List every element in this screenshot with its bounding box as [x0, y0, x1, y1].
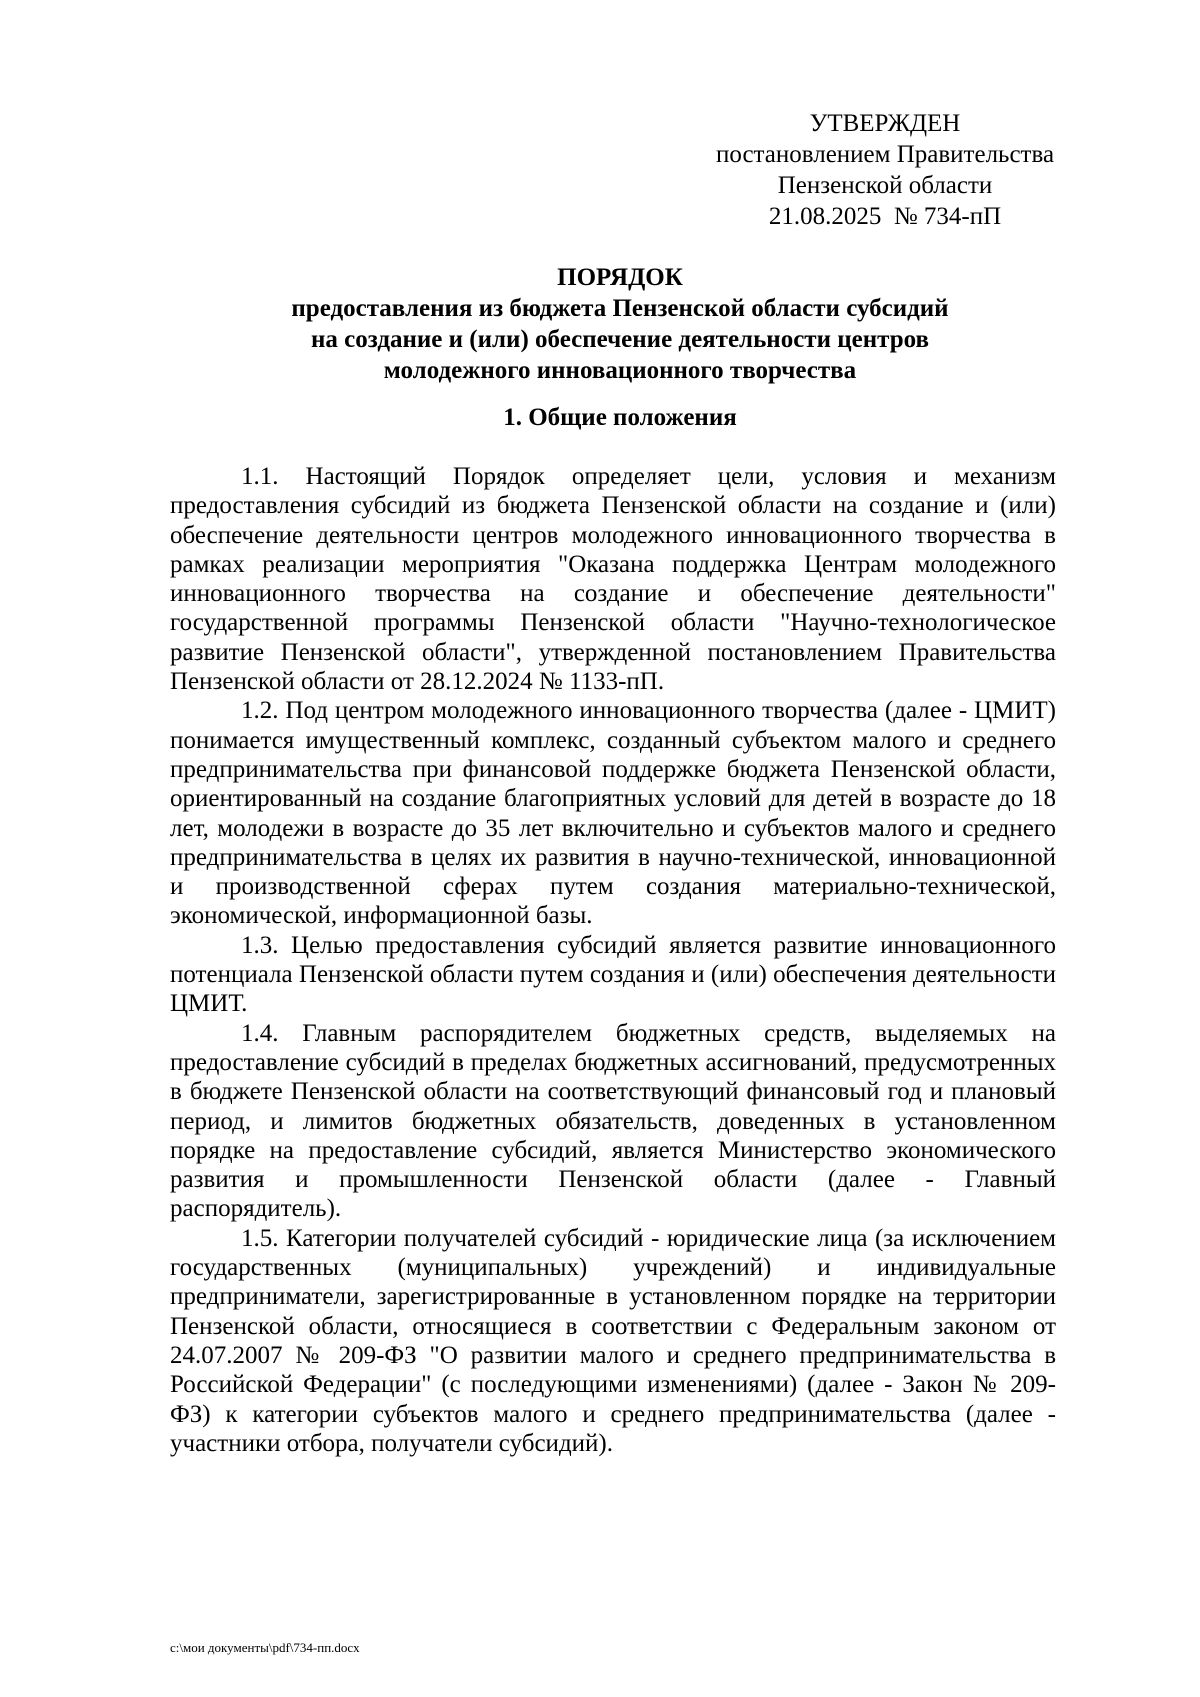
approval-date-number: 21.08.2025 № 734-пП — [768, 203, 1002, 230]
paragraph-1-2: 1.2. Под центром молодежного инновационного творчества (далее - ЦМИТ) понимается имущественный комплекс, созданный субъектом малого и среднего предпринимательства при финансовой поддержке бюджета Пензенской области, ориентированный на создание благоприятных условий для детей в возрасте до 18 лет, молодежи в возрасте до 35 лет включительно и субъектов малого и среднего предпринимательства в целях их развития в научно-технической, инновационной и производственной сферах путем создания материально-технической, экономической, информационной базы. — [170, 697, 1056, 930]
approval-region: Пензенской области — [777, 172, 993, 199]
paragraph-1-4: 1.4. Главным распорядителем бюджетных средств, выделяемых на предоставление субсидий в пределах бюджетных ассигнований, предусмотренных в бюджете Пензенской области на соответствующий финансовый год и плановый период, и лимитов бюджетных обязательств, доведенных в установленном порядке на предоставление субсидий, является Министерство экономического развития и промышленности Пензенской области (далее - Главный распорядитель). — [170, 1019, 1056, 1223]
title-subtitle-line-3: молодежного инновационного творчества — [383, 357, 857, 384]
section-heading: 1. Общие положения — [503, 404, 737, 431]
title-main: ПОРЯДОК — [557, 264, 683, 291]
approval-heading: УТВЕРЖДЕН — [809, 110, 961, 137]
footer-file-path: c:\мои документы\pdf\734-пп.docx — [170, 1640, 360, 1655]
paragraph-1-3: 1.3. Целью предоставления субсидий является развитие инновационного потенциала Пензенской области путем создания и (или) обеспечения деятельности ЦМИТ. — [170, 931, 1056, 1018]
paragraph-1-5: 1.5. Категории получателей субсидий - юридические лица (за исключением государственных (муниципальных) учреждений) и индивидуальные предприниматели, зарегистрированные в установленном порядке на территории Пензенской области, относящиеся в соответствии с Федеральным законом от 24.07.2007 № 209-ФЗ "О развитии малого и среднего предпринимательства в Российской Федерации" (с последующими изменениями) (далее - Закон № 209-ФЗ) к категории субъектов малого и среднего предпринимательства (далее - участники отбора, получатели субсидий). — [170, 1224, 1056, 1457]
paragraph-1-1: 1.1. Настоящий Порядок определяет цели, условия и механизм предоставления субсидий из бюджета Пензенской области на создание и (или) обеспечение деятельности центров молодежного инновационного творчества в рамках реализации мероприятия "Оказана поддержка Центрам молодежного инновационного творчества на создание и обеспечение деятельности" государственной программы Пензенской области "Научно-технологическое развитие Пензенской области", утвержденной постановлением Правительства Пензенской области от 28.12.2024 № 1133-пП. — [170, 463, 1056, 696]
title-subtitle-line-1: предоставления из бюджета Пензенской области субсидий — [291, 295, 949, 322]
approval-authority: постановлением Правительства — [715, 141, 1055, 168]
title-subtitle-line-2: на создание и (или) обеспечение деятельности центров — [310, 326, 930, 353]
approval-stamp — [690, 108, 1080, 232]
document-body — [170, 462, 1056, 1458]
document-title — [170, 262, 1070, 386]
